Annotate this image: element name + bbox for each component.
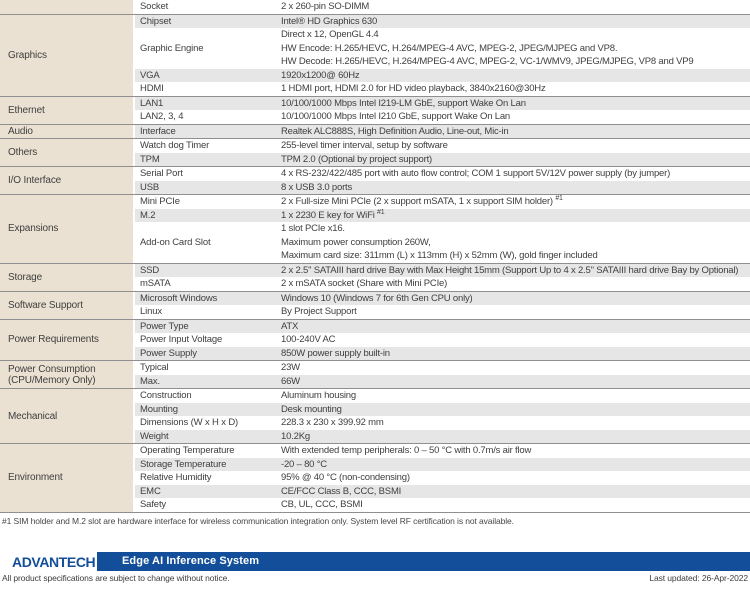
category-cell xyxy=(0,292,135,319)
value-cell xyxy=(281,125,750,139)
spec-section xyxy=(0,319,750,361)
rows-group xyxy=(135,97,750,124)
table-row xyxy=(135,277,750,291)
category-label: Audio xyxy=(8,125,33,137)
category-cell xyxy=(0,195,135,263)
item-cell xyxy=(135,430,281,444)
value-text: 10/100/1000 Mbps Intel I210 GbE, support Wake On Lan xyxy=(281,111,511,122)
category-label: Graphics xyxy=(8,49,47,61)
category-cell xyxy=(0,444,135,512)
category-label: (CPU/Memory Only) xyxy=(8,374,96,386)
value-line: Maximum power consumption 260W, xyxy=(281,236,431,248)
item-label: Mounting xyxy=(140,403,178,415)
item-cell xyxy=(135,361,281,375)
table-row xyxy=(135,471,750,485)
rows-group xyxy=(135,167,750,194)
value-text: -20 – 80 °C xyxy=(281,458,327,470)
item-cell xyxy=(135,333,281,347)
value-text: 66W xyxy=(281,375,300,387)
spec-section xyxy=(0,360,750,388)
item-cell xyxy=(135,305,281,319)
value-text: 10/100/1000 Mbps Intel I219-LM GbE, support Wake On Lan xyxy=(281,97,526,109)
item-label: Interface xyxy=(140,125,176,137)
rows-group xyxy=(135,361,750,388)
value-text: Aluminum housing xyxy=(281,390,356,401)
category-cell xyxy=(0,97,135,124)
category-label: Expansions xyxy=(8,223,59,235)
table-row xyxy=(135,97,750,111)
table-row xyxy=(135,82,750,96)
item-label: VGA xyxy=(140,69,160,81)
value-cell xyxy=(281,361,750,375)
table-row xyxy=(135,209,750,223)
value-cell xyxy=(281,444,750,458)
brand-box xyxy=(0,552,97,571)
item-cell xyxy=(135,167,281,181)
table-row xyxy=(135,389,750,403)
item-label: Serial Port xyxy=(140,168,183,180)
table-row xyxy=(135,403,750,417)
value-cell xyxy=(281,375,750,389)
value-cell xyxy=(281,403,750,417)
item-cell xyxy=(135,389,281,403)
value-text: 8 x USB 3.0 ports xyxy=(281,181,353,193)
value-text: By Project Support xyxy=(281,306,357,317)
value-cell xyxy=(281,416,750,430)
advantech-logo: ADVANTECH xyxy=(12,553,96,570)
value-text: CE/FCC Class B, CCC, BSMI xyxy=(281,485,402,497)
footnote-ref: #1 xyxy=(377,208,385,216)
item-cell xyxy=(135,97,281,111)
value-text: Realtek ALC888S, High Definition Audio, Line-out, Mic-in xyxy=(281,125,509,137)
footnote-ref: #1 xyxy=(555,195,563,202)
item-label: Operating Temperature xyxy=(140,445,235,457)
table-row xyxy=(135,498,750,512)
category-cell xyxy=(0,0,135,14)
value-text: 1920x1200@ 60Hz xyxy=(281,69,360,81)
rows-group xyxy=(135,320,750,361)
rows-group xyxy=(135,292,750,319)
table-row xyxy=(135,69,750,83)
value-cell xyxy=(281,0,750,14)
value-cell xyxy=(281,15,750,29)
item-cell xyxy=(135,125,281,139)
value-cell xyxy=(281,292,750,306)
table-row xyxy=(135,0,750,14)
value-text: 2 x Full-size Mini PCIe (2 x support mSATA, 1 x support SIM holder) xyxy=(281,196,556,207)
category-cell xyxy=(0,15,135,96)
value-cell xyxy=(281,82,750,96)
item-cell xyxy=(135,209,281,223)
value-cell xyxy=(281,471,750,485)
table-row xyxy=(135,153,750,167)
value-text: 100-240V AC xyxy=(281,334,336,345)
value-text: 2 x mSATA socket (Share with Mini PCIe) xyxy=(281,278,448,289)
value-text: 228.3 x 230 x 399.92 mm xyxy=(281,417,384,428)
table-row xyxy=(135,361,750,375)
item-cell xyxy=(135,15,281,29)
value-text: 850W power supply built-in xyxy=(281,347,390,359)
rows-group xyxy=(135,15,750,96)
value-text: ATX xyxy=(281,320,299,332)
value-cell xyxy=(281,139,750,153)
spec-section xyxy=(0,291,750,319)
item-label: Dimensions (W x H x D) xyxy=(140,417,239,429)
item-label: Power Type xyxy=(140,320,189,332)
item-cell xyxy=(135,403,281,417)
value-cell xyxy=(281,153,750,167)
value-cell xyxy=(281,28,750,69)
value-cell xyxy=(281,458,750,472)
value-cell xyxy=(281,277,750,291)
category-cell xyxy=(0,167,135,194)
item-cell xyxy=(135,277,281,291)
table-row xyxy=(135,28,750,69)
category-cell xyxy=(0,264,135,291)
value-text: Windows 10 (Windows 7 for 6th Gen CPU only) xyxy=(281,292,473,304)
item-label: Weight xyxy=(140,430,169,442)
rows-group xyxy=(135,139,750,166)
item-label: Mini PCIe xyxy=(140,196,180,208)
value-cell xyxy=(281,485,750,499)
table-row xyxy=(135,485,750,499)
item-label: Add-on Card Slot xyxy=(140,236,211,248)
item-label: Watch dog Timer xyxy=(140,140,210,152)
table-row xyxy=(135,375,750,389)
value-text: 23W xyxy=(281,362,300,373)
category-cell xyxy=(0,389,135,443)
product-title: Edge AI Inference System xyxy=(122,555,260,567)
category-cell xyxy=(0,361,135,388)
value-line: Direct x 12, OpenGL 4.4 xyxy=(281,29,379,40)
item-cell xyxy=(135,347,281,361)
value-cell xyxy=(281,347,750,361)
value-text: 10.2Kg xyxy=(281,430,310,442)
rows-group xyxy=(135,389,750,443)
item-cell xyxy=(135,485,281,499)
rows-group xyxy=(135,125,750,139)
value-cell xyxy=(281,333,750,347)
item-cell xyxy=(135,153,281,167)
category-label: Ethernet xyxy=(8,104,45,116)
table-row xyxy=(135,292,750,306)
item-cell xyxy=(135,498,281,512)
value-cell xyxy=(281,181,750,195)
spec-section xyxy=(0,388,750,443)
category-cell xyxy=(0,320,135,361)
item-cell xyxy=(135,458,281,472)
value-cell xyxy=(281,320,750,334)
item-label: Power Input Voltage xyxy=(140,334,223,346)
table-row xyxy=(135,430,750,444)
value-text: 1 x 2230 E key for WiFi xyxy=(281,209,378,221)
item-label: USB xyxy=(140,181,160,193)
item-label: Graphic Engine xyxy=(140,42,204,54)
product-banner xyxy=(97,552,750,571)
spec-section xyxy=(0,96,750,124)
item-label: mSATA xyxy=(140,278,171,290)
rows-group xyxy=(135,264,750,291)
category-label: I/O Interface xyxy=(8,175,62,186)
category-cell xyxy=(0,125,135,139)
table-row xyxy=(135,305,750,319)
value-line: HW Decode: H.265/HEVC, H.264/MPEG-4 AVC, MPEG-2, VC-1/WMV9, JPEG/MJPEG, VP8 and VP9 xyxy=(281,56,694,67)
item-cell xyxy=(135,139,281,153)
item-cell xyxy=(135,181,281,195)
value-cell xyxy=(281,167,750,181)
value-line: 1 slot PCIe x16. xyxy=(281,223,345,234)
spec-section xyxy=(0,14,750,96)
item-label: Socket xyxy=(140,1,169,13)
spec-section xyxy=(0,138,750,166)
value-cell xyxy=(281,264,750,278)
last-updated-text: Last updated: 26-Apr-2022 xyxy=(649,573,748,583)
spec-section xyxy=(0,263,750,291)
value-cell xyxy=(281,305,750,319)
item-cell xyxy=(135,471,281,485)
item-label: Safety xyxy=(140,499,167,511)
category-label: Others xyxy=(8,147,38,158)
rows-group xyxy=(135,195,750,263)
rows-group xyxy=(135,444,750,512)
spec-section xyxy=(0,0,750,14)
category-label: Environment xyxy=(8,472,63,484)
category-label: Power Consumption xyxy=(8,363,96,375)
category-label: Mechanical xyxy=(8,410,58,422)
value-text: 2 x 2.5" SATAIII hard drive Bay with Max Height 15mm (Support Up to 4 x 2.5" SATAIII hard drive Bay by Optional) xyxy=(281,264,739,276)
table-row xyxy=(135,15,750,29)
value-text: With extended temp peripherals: 0 – 50 °C with 0.7m/s air flow xyxy=(281,445,532,456)
item-label: Construction xyxy=(140,390,192,402)
item-cell xyxy=(135,375,281,389)
category-label: Storage xyxy=(8,271,42,283)
category-cell xyxy=(0,139,135,166)
item-cell xyxy=(135,0,281,14)
item-label: Relative Humidity xyxy=(140,472,212,484)
disclaimer-text: All product specifications are subject to change without notice. xyxy=(2,573,230,583)
value-cell xyxy=(281,389,750,403)
item-cell xyxy=(135,82,281,96)
item-cell xyxy=(135,416,281,430)
value-text: TPM 2.0 (Optional by project support) xyxy=(281,153,433,165)
table-row xyxy=(135,347,750,361)
value-text: Intel® HD Graphics 630 xyxy=(281,15,378,27)
item-label: Typical xyxy=(140,362,169,374)
table-row xyxy=(135,222,750,263)
spec-section xyxy=(0,124,750,139)
value-cell xyxy=(281,110,750,124)
item-label: Microsoft Windows xyxy=(140,292,218,304)
value-cell xyxy=(281,430,750,444)
value-text: 95% @ 40 °C (non-condensing) xyxy=(281,472,410,483)
table-row xyxy=(135,167,750,181)
table-row xyxy=(135,264,750,278)
item-cell xyxy=(135,28,281,69)
item-cell xyxy=(135,444,281,458)
item-label: HDMI xyxy=(140,83,164,95)
value-text: 2 x 260-pin SO-DIMM xyxy=(281,1,370,12)
item-label: Max. xyxy=(140,375,160,387)
item-label: TPM xyxy=(140,153,160,165)
table-row xyxy=(135,333,750,347)
value-text: 1 HDMI port, HDMI 2.0 for HD video playback, 3840x2160@30Hz xyxy=(281,83,546,94)
item-cell xyxy=(135,110,281,124)
spec-section xyxy=(0,166,750,194)
rows-group xyxy=(135,0,750,14)
item-cell xyxy=(135,69,281,83)
footnote: #1 SIM holder and M.2 slot are hardware interface for wireless communication integration only. System level RF certification is not available. xyxy=(2,515,514,526)
table-row xyxy=(135,125,750,139)
table-row xyxy=(135,320,750,334)
item-cell xyxy=(135,222,281,263)
spec-section xyxy=(0,194,750,263)
table-row xyxy=(135,139,750,153)
value-line: Maximum card size: 311mm (L) x 113mm (H) x 52mm (W), gold finger included xyxy=(281,250,598,261)
value-line: HW Encode: H.265/HEVC, H.264/MPEG-4 AVC, MPEG-2, JPEG/MJPEG and VP8. xyxy=(281,42,618,54)
footer-meta xyxy=(0,573,750,583)
value-text: Desk mounting xyxy=(281,403,342,415)
category-label: Software Support xyxy=(8,299,83,311)
table-row xyxy=(135,181,750,195)
table-row xyxy=(135,195,750,209)
item-label: M.2 xyxy=(140,209,156,221)
value-cell xyxy=(281,195,750,209)
value-text: 4 x RS-232/422/485 port with auto flow control; COM 1 support 5V/12V power supply (by jumper) xyxy=(281,168,671,179)
item-label: LAN2, 3, 4 xyxy=(140,111,184,123)
value-cell xyxy=(281,498,750,512)
item-label: SSD xyxy=(140,264,160,276)
table-row xyxy=(135,458,750,472)
item-cell xyxy=(135,195,281,209)
value-cell xyxy=(281,209,750,223)
item-label: EMC xyxy=(140,485,161,497)
item-label: Chipset xyxy=(140,15,172,27)
value-cell xyxy=(281,222,750,263)
item-label: LAN1 xyxy=(140,97,164,109)
value-cell xyxy=(281,97,750,111)
item-cell xyxy=(135,320,281,334)
item-label: Power Supply xyxy=(140,347,197,359)
value-text: CB, UL, CCC, BSMI xyxy=(281,499,363,510)
item-label: Linux xyxy=(140,306,162,318)
spec-section xyxy=(0,443,750,512)
value-cell xyxy=(281,69,750,83)
table-row xyxy=(135,110,750,124)
footer-bar xyxy=(0,552,750,571)
value-text: 255-level timer interval, setup by software xyxy=(281,140,448,151)
item-label: Storage Temperature xyxy=(140,458,227,470)
item-cell xyxy=(135,292,281,306)
category-label: Power Requirements xyxy=(8,334,99,346)
item-cell xyxy=(135,264,281,278)
table-row xyxy=(135,416,750,430)
table-row xyxy=(135,444,750,458)
